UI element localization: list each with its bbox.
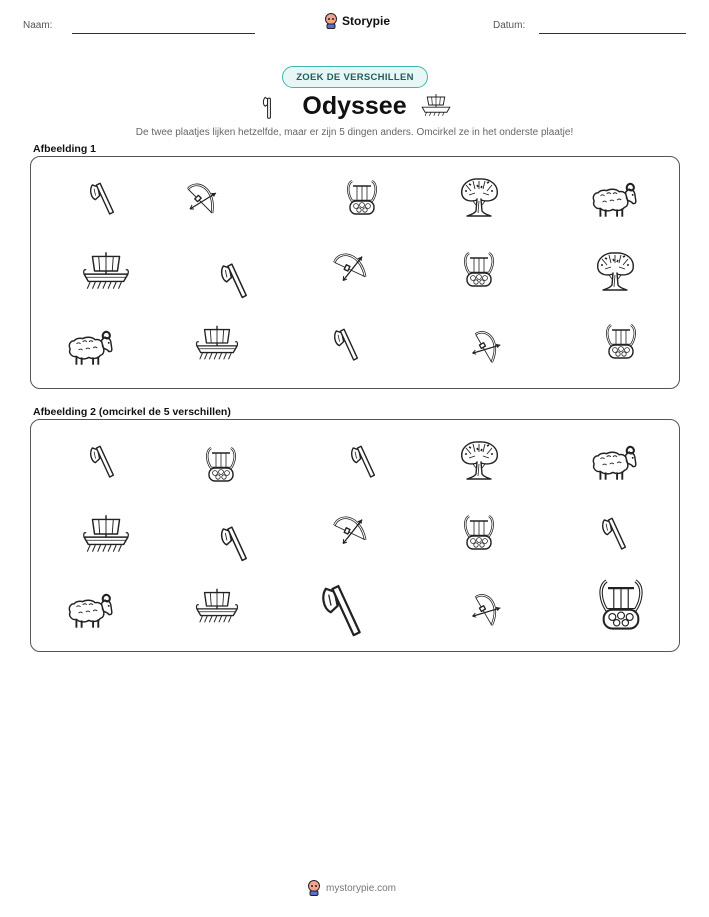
picture1-cell — [344, 175, 380, 219]
axe-icon — [316, 572, 370, 643]
picture1-cell — [194, 322, 240, 364]
ship-icon — [194, 585, 240, 627]
instructions: De twee plaatjes lijken hetzelfde, maar er zijn 5 dingen anders. Omcirkel ze in het onderste plaatje! — [135, 127, 574, 138]
lyre-icon — [461, 247, 497, 291]
axe-icon — [598, 507, 631, 557]
picture2-panel[interactable] — [30, 419, 680, 652]
mascot-icon — [324, 13, 338, 29]
date-line[interactable] — [539, 33, 686, 34]
picture2-cell[interactable] — [598, 507, 631, 557]
picture2-cell[interactable] — [457, 437, 501, 483]
page-title: Odyssee — [302, 92, 407, 120]
picture2-cell[interactable] — [348, 436, 381, 484]
ship-icon — [81, 250, 131, 292]
picture1-label: Afbeelding 1 — [33, 143, 97, 155]
lyre-icon — [203, 441, 239, 487]
picture1-cell — [603, 319, 639, 363]
tree-icon — [457, 437, 501, 483]
picture1-cell — [182, 177, 222, 221]
bow-icon — [324, 238, 378, 297]
axe-icon — [348, 436, 381, 484]
footer-site: mystorypie.com — [326, 882, 397, 894]
lyre-icon — [344, 175, 380, 219]
brand-name: Storypie — [342, 14, 391, 28]
bow-icon — [324, 501, 378, 560]
picture1-panel — [30, 156, 680, 389]
picture2-cell[interactable] — [203, 441, 239, 487]
picture2-cell[interactable] — [324, 501, 378, 560]
picture2-cell[interactable] — [194, 585, 240, 627]
ship-icon — [81, 513, 131, 555]
picture1-cell — [590, 178, 640, 220]
ship-icon — [420, 92, 452, 118]
picture2-cell[interactable] — [316, 572, 370, 643]
picture2-cell[interactable] — [87, 436, 120, 484]
ram-icon — [66, 588, 116, 632]
footer — [307, 880, 396, 896]
tree-icon — [593, 249, 637, 293]
bow-icon — [461, 319, 510, 375]
picture2-cell[interactable] — [461, 582, 510, 638]
axe-icon — [218, 517, 253, 567]
axe-icon — [87, 173, 120, 221]
picture1-cell — [330, 318, 363, 368]
ram-icon — [590, 178, 640, 220]
picture1-cell — [87, 173, 120, 221]
picture1-cell — [457, 174, 501, 220]
axe-icon — [330, 318, 363, 368]
picture2-label: Afbeelding 2 (omcirkel de 5 verschillen) — [33, 406, 231, 418]
picture1-cell — [461, 247, 497, 291]
picture2-cell[interactable] — [66, 588, 116, 632]
ram-icon — [590, 441, 640, 483]
date-label: Datum: — [493, 20, 526, 31]
lyre-icon — [603, 319, 639, 363]
picture1-cell — [324, 238, 378, 297]
ram-icon — [66, 325, 116, 369]
bow-icon — [182, 177, 222, 221]
picture2-cell[interactable] — [218, 517, 253, 567]
picture1-cell — [81, 250, 131, 292]
picture1-cell — [66, 325, 116, 369]
picture1-cell — [593, 249, 637, 293]
tree-icon — [457, 174, 501, 220]
picture2-cell[interactable] — [590, 441, 640, 483]
name-line[interactable] — [72, 33, 255, 34]
lyre-icon — [461, 510, 497, 554]
axe-icon — [218, 254, 253, 304]
picture2-cell[interactable] — [81, 513, 131, 555]
mascot-icon — [307, 880, 321, 896]
axe-icon — [87, 436, 120, 484]
name-label: Naam: — [23, 20, 53, 31]
activity-badge: ZOEK DE VERSCHILLEN — [282, 66, 428, 88]
picture2-cell[interactable] — [461, 510, 497, 554]
picture1-cell — [461, 319, 510, 375]
picture1-cell — [218, 254, 253, 304]
lyre-icon — [595, 570, 647, 638]
ship-icon — [194, 322, 240, 364]
bow-icon — [461, 582, 510, 638]
picture2-cell[interactable] — [595, 570, 647, 638]
brand-logo — [324, 13, 390, 29]
